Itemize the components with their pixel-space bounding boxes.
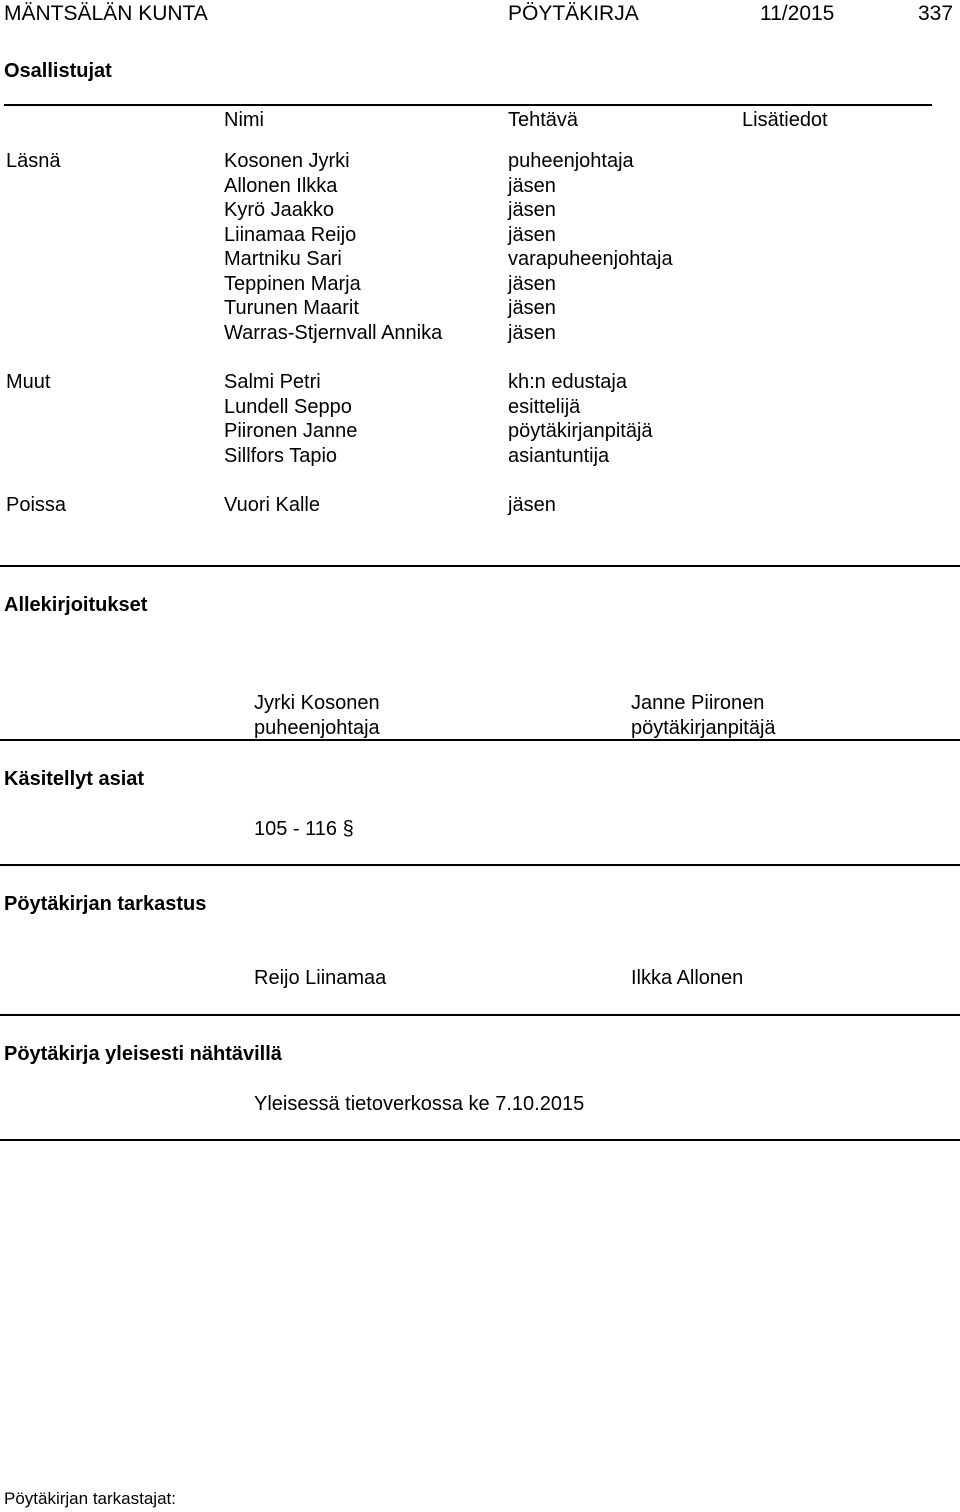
group-label-absent: Poissa: [6, 494, 67, 516]
items-range: 105 - 116 §: [254, 818, 354, 840]
participants-title: Osallistujat: [4, 60, 112, 82]
review-title: Pöytäkirjan tarkastus: [4, 893, 207, 915]
public-title: Pöytäkirja yleisesti nähtävillä: [4, 1043, 282, 1065]
participant-role: jäsen: [508, 199, 556, 221]
participant-name: Allonen Ilkka: [224, 174, 338, 197]
column-header-role: Tehtävä: [508, 109, 579, 131]
participant-role: varapuheenjohtaja: [508, 248, 673, 270]
participant-role: asiantuntija: [508, 444, 610, 467]
section-divider: [0, 1014, 960, 1016]
section-divider: [0, 565, 960, 567]
column-header-info: Lisätiedot: [742, 109, 828, 131]
column-header-name: Nimi: [224, 109, 264, 131]
document-type: PÖYTÄKIRJA: [508, 2, 639, 25]
section-divider: [0, 1139, 960, 1141]
participant-name: Martniku Sari: [224, 248, 342, 270]
participant-role: pöytäkirjanpitäjä: [508, 420, 653, 442]
participant-role: puheenjohtaja: [508, 150, 634, 172]
reviewer-name: Ilkka Allonen: [631, 967, 744, 989]
participant-name: Vuori Kalle: [224, 494, 320, 516]
organization-name: MÄNTSÄLÄN KUNTA: [4, 2, 208, 25]
participant-name: Lundell Seppo: [224, 395, 352, 418]
participant-role: jäsen: [508, 494, 556, 516]
participant-role: jäsen: [508, 272, 556, 295]
group-label-others: Muut: [6, 371, 51, 393]
signer-name: Janne Piironen: [631, 692, 765, 714]
section-divider: [0, 739, 960, 741]
participant-name: Sillfors Tapio: [224, 444, 338, 467]
public-value: Yleisessä tietoverkossa ke 7.10.2015: [254, 1093, 585, 1115]
page-number: 337: [918, 2, 954, 25]
footer-label: Pöytäkirjan tarkastajat:: [4, 1489, 176, 1508]
participant-role: jäsen: [508, 223, 556, 246]
participants-divider: [4, 104, 932, 106]
participant-name: Teppinen Marja: [224, 272, 361, 295]
signer-role: pöytäkirjanpitäjä: [631, 717, 776, 739]
signer-role: puheenjohtaja: [254, 717, 380, 739]
participant-name: Warras-Stjernvall Annika: [224, 321, 443, 344]
signer-name: Jyrki Kosonen: [254, 692, 380, 714]
items-title: Käsitellyt asiat: [4, 768, 145, 790]
participant-name: Piironen Janne: [224, 420, 358, 442]
participant-role: jäsen: [508, 174, 556, 197]
participant-name: Liinamaa Reijo: [224, 223, 357, 246]
participant-name: Kyrö Jaakko: [224, 199, 335, 221]
reviewer-name: Reijo Liinamaa: [254, 967, 387, 989]
group-label-present: Läsnä: [6, 150, 61, 172]
participant-role: jäsen: [508, 297, 556, 319]
participant-role: jäsen: [508, 321, 556, 344]
participant-role: esittelijä: [508, 395, 581, 418]
participant-name: Kosonen Jyrki: [224, 150, 350, 172]
participant-name: Salmi Petri: [224, 371, 321, 393]
section-divider: [0, 864, 960, 866]
participant-role: kh:n edustaja: [508, 371, 627, 393]
document-number: 11/2015: [760, 2, 835, 25]
participant-name: Turunen Maarit: [224, 297, 359, 319]
signatures-title: Allekirjoitukset: [4, 594, 148, 616]
